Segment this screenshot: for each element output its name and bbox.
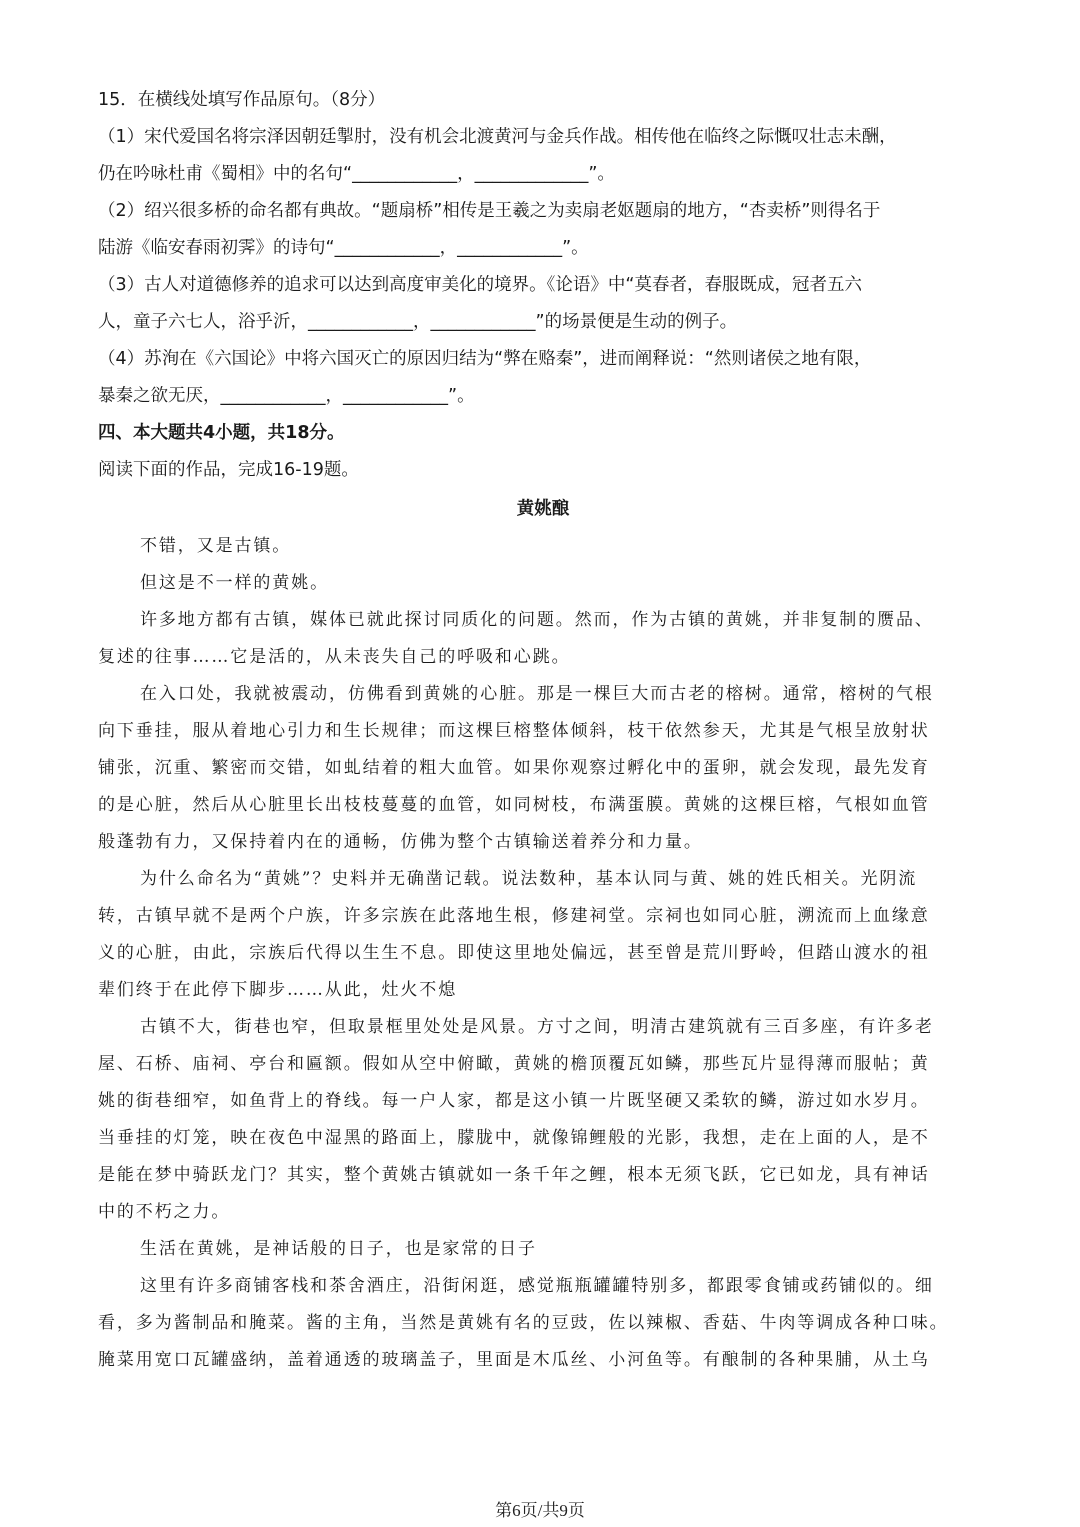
essay-line: 辈们终于在此停下脚步……从此，灶火不熄: [98, 980, 458, 1000]
essay-line: 当垂挂的灯笼，映在夜色中湿黑的路面上，朦胧中，就像锦鲤般的光影，我想，走在上面的人，是不: [98, 1128, 930, 1148]
essay-line: 是能在梦中骑跃龙门？其实，整个黄姚古镇就如一条千年之鲤，根本无须飞跃，它已如龙，具有神话: [98, 1165, 930, 1185]
essay-line: 腌菜用宽口瓦罐盛纳，盖着通透的玻璃盖子，里面是木瓜丝、小河鱼等。有酿制的各种果脯，从土乌: [98, 1350, 930, 1370]
essay-line: 在入口处，我就被震动，仿佛看到黄姚的心脏。那是一棵巨大而古老的榕树。通常，榕树的气根: [140, 684, 934, 704]
essay-body: [98, 528, 988, 1379]
essay-line: 的是心脏，然后从心脏里长出枝枝蔓蔓的血管，如同树枝，布满蛋膜。黄姚的这棵巨榕，气根如血管: [98, 795, 930, 815]
q15-item-1-line-2: 仍在吟咏杜甫《蜀相》中的名句“____________，_____________”。: [98, 164, 615, 184]
essay-line: 转，古镇早就不是两个户族，许多宗族在此落地生根，修建祠堂。宗祠也如同心脏，溯流而上血缘意: [98, 906, 930, 926]
q15-item-4-line-2: 暴秦之欲无厌，____________，____________”。: [98, 386, 475, 406]
question-15-items: [98, 119, 988, 415]
essay-line: 铺张，沉重、繁密而交错，如虬结着的粗大血管。如果你观察过孵化中的蛋卵，就会发现，最先发育: [98, 758, 930, 778]
exam-page: [98, 82, 988, 1379]
q15-item-3-line-1: （3）古人对道德修养的追求可以达到高度审美化的境界。《论语》中“莫春者，春服既成，冠者五六: [98, 275, 862, 295]
q15-item-2-line-1: （2）绍兴很多桥的命名都有典故。“题扇桥”相传是王羲之为卖扇老妪题扇的地方，“杏卖桥”则得名于: [98, 201, 881, 221]
essay-line: 但这是不一样的黄姚。: [140, 573, 329, 593]
section-4-heading: 四、本大题共4小题，共18分。: [98, 423, 345, 443]
essay-line: 为什么命名为“黄姚”？史料并无确凿记载。说法数种，基本认同与黄、姚的姓氏相关。光阴流: [140, 869, 918, 889]
essay-line: 向下垂挂，服从着地心引力和生长规律；而这棵巨榕整体倾斜，枝干依然参天，尤其是气根呈放射状: [98, 721, 930, 741]
essay-line: 姚的街巷细窄，如鱼背上的脊线。每一户人家，都是这小镇一片既坚硬又柔软的鳞，游过如水岁月。: [98, 1091, 930, 1111]
essay-line: 义的心脏，由此，宗族后代得以生生不息。即使这里地处偏远，甚至曾是荒川野岭，但踏山渡水的祖: [98, 943, 930, 963]
question-15-heading: 15．在横线处填写作品原句。（8分）: [98, 90, 386, 110]
essay-line: 这里有许多商铺客栈和茶舍酒庄，沿街闲逛，感觉瓶瓶罐罐特别多，都跟零食铺或药铺似的。细: [140, 1276, 934, 1296]
essay-title: 黄姚酿: [516, 499, 570, 519]
page-number: 第6页/共9页: [495, 1501, 585, 1520]
section-4-instruction: 阅读下面的作品，完成16-19题。: [98, 460, 359, 480]
essay-line: 古镇不大，街巷也窄，但取景框里处处是风景。方寸之间，明清古建筑就有三百多座，有许多老: [140, 1017, 934, 1037]
essay-line: 般蓬勃有力，又保持着内在的通畅，仿佛为整个古镇输送着养分和力量。: [98, 832, 703, 852]
q15-item-1-line-1: （1）宋代爱国名将宗泽因朝廷掣肘，没有机会北渡黄河与金兵作战。相传他在临终之际慨叹壮志未酬，: [98, 127, 897, 147]
essay-line: 中的不朽之力。: [98, 1202, 231, 1222]
q15-item-4-line-1: （4）苏洵在《六国论》中将六国灭亡的原因归结为“弊在赂秦”，进而阐释说：“然则诸侯之地有限，: [98, 349, 872, 369]
essay-line: 生活在黄姚，是神话般的日子，也是家常的日子: [140, 1239, 537, 1259]
essay-line: 不错，又是古镇。: [140, 536, 292, 556]
essay-line: 复述的往事……它是活的，从未丧失自己的呼吸和心跳。: [98, 647, 571, 667]
q15-item-3-line-2: 人，童子六七人，浴乎沂，____________，____________”的场景便是生动的例子。: [98, 312, 738, 332]
q15-item-2-line-2: 陆游《临安春雨初霁》的诗句“____________，____________”。: [98, 238, 589, 258]
essay-line: 看，多为酱制品和腌菜。酱的主角，当然是黄姚有名的豆豉，佐以辣椒、香菇、牛肉等调成各种口味。: [98, 1313, 949, 1333]
essay-line: 屋、石桥、庙祠、亭台和匾额。假如从空中俯瞰，黄姚的檐顶覆瓦如鳞，那些瓦片显得薄而服帖；黄: [98, 1054, 930, 1074]
essay-line: 许多地方都有古镇，媒体已就此探讨同质化的问题。然而，作为古镇的黄姚，并非复制的赝品、: [140, 610, 934, 630]
